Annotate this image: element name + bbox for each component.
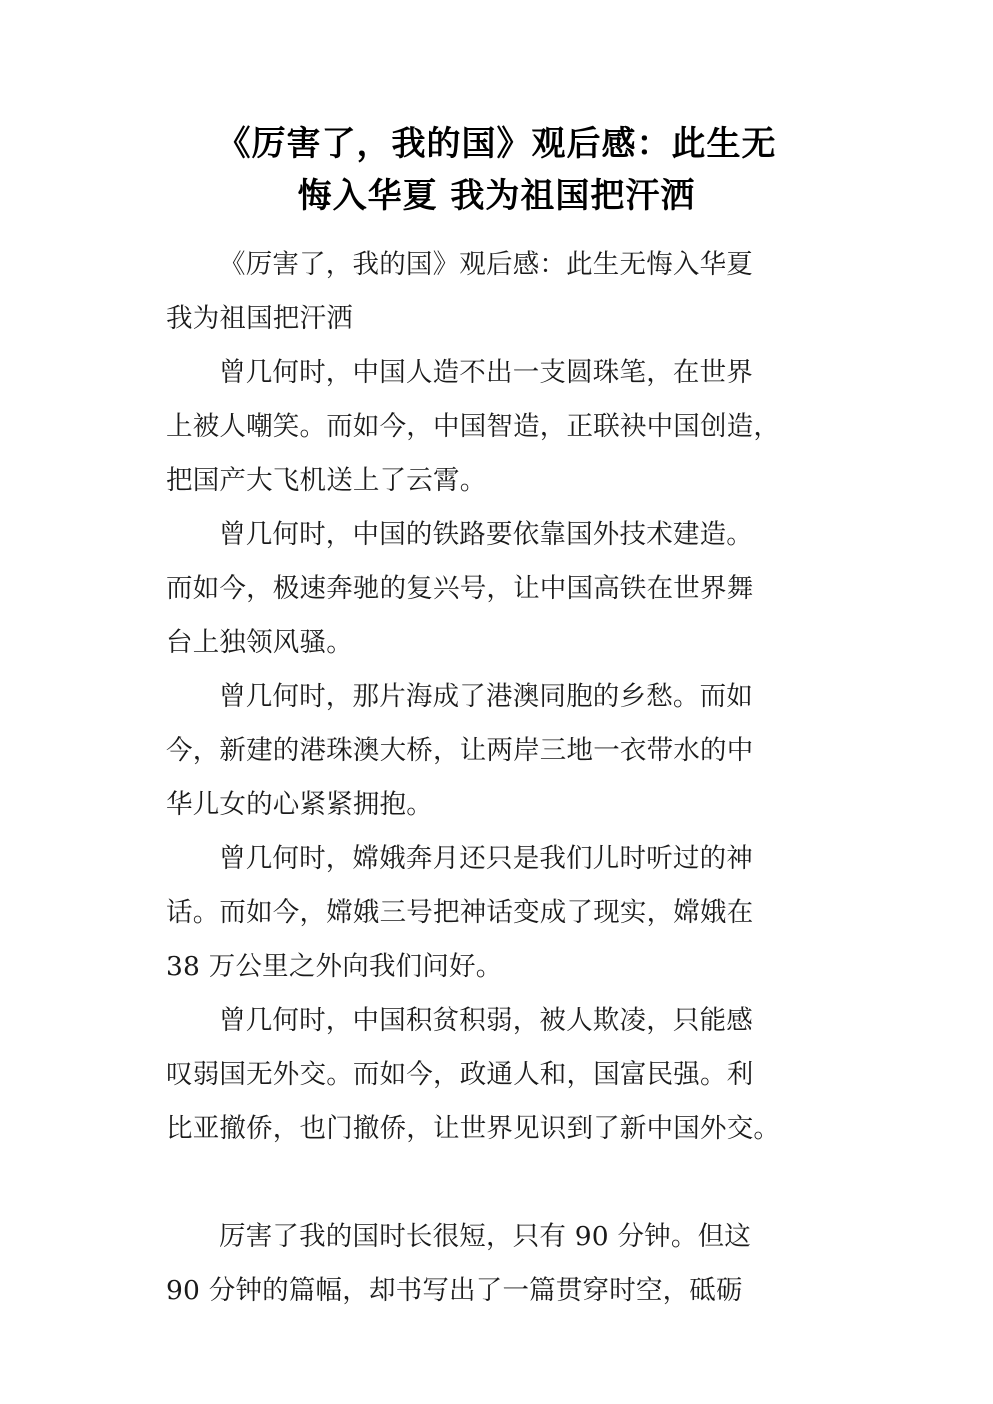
paragraph-line: 华儿女的心紧紧拥抱。 [166, 789, 433, 820]
paragraph-line: 而如今，极速奔驰的复兴号，让中国高铁在世界舞 [166, 573, 754, 604]
paragraph-line: 叹弱国无外交。而如今，政通人和，国富民强。利 [166, 1059, 754, 1090]
paragraph-line: 话。而如今，嫦娥三号把神话变成了现实，嫦娥在 [166, 897, 754, 928]
title-line-2: 悔入华夏 我为祖国把汗洒 [297, 176, 696, 216]
paragraph-line: 《厉害了，我的国》观后感：此生无悔入华夏 [219, 249, 753, 280]
paragraph-intro [166, 238, 844, 346]
paragraph-film [166, 1210, 844, 1318]
paragraph-moon [166, 832, 844, 994]
paragraph-line: 厉害了我的国时长很短，只有 90 分钟。但这 [219, 1221, 751, 1252]
paragraph-line: 曾几何时，嫦娥奔月还只是我们儿时听过的神 [219, 843, 753, 874]
document-body [166, 238, 844, 1318]
paragraph-line: 我为祖国把汗洒 [166, 303, 353, 334]
paragraph-bridge [166, 670, 844, 832]
paragraph-line: 曾几何时，那片海成了港澳同胞的乡愁。而如 [219, 681, 753, 712]
paragraph-line: 上被人嘲笑。而如今，中国智造，正联袂中国创造， [166, 411, 781, 442]
paragraph-line: 90 分钟的篇幅，却书写出了一篇贯穿时空，砥砺 [166, 1275, 743, 1306]
document-title [150, 118, 843, 222]
title-line-1: 《厉害了，我的国》观后感：此生无 [216, 124, 777, 164]
paragraph-line: 今，新建的港珠澳大桥，让两岸三地一衣带水的中 [166, 735, 754, 766]
paragraph-railway [166, 508, 844, 670]
paragraph-line: 把国产大飞机送上了云霄。 [166, 465, 487, 496]
blank-line [166, 1156, 844, 1210]
paragraph-line: 曾几何时，中国的铁路要依靠国外技术建造。 [219, 519, 753, 550]
paragraph-line: 台上独领风骚。 [166, 627, 353, 658]
paragraph-line: 38 万公里之外向我们问好。 [166, 951, 503, 982]
paragraph-diplomacy [166, 994, 844, 1156]
paragraph-line: 比亚撤侨，也门撤侨，让世界见识到了新中国外交。 [166, 1113, 781, 1144]
paragraph-line: 曾几何时，中国积贫积弱，被人欺凌，只能感 [219, 1005, 753, 1036]
paragraph-pen [166, 346, 844, 508]
paragraph-line: 曾几何时，中国人造不出一支圆珠笔，在世界 [219, 357, 753, 388]
